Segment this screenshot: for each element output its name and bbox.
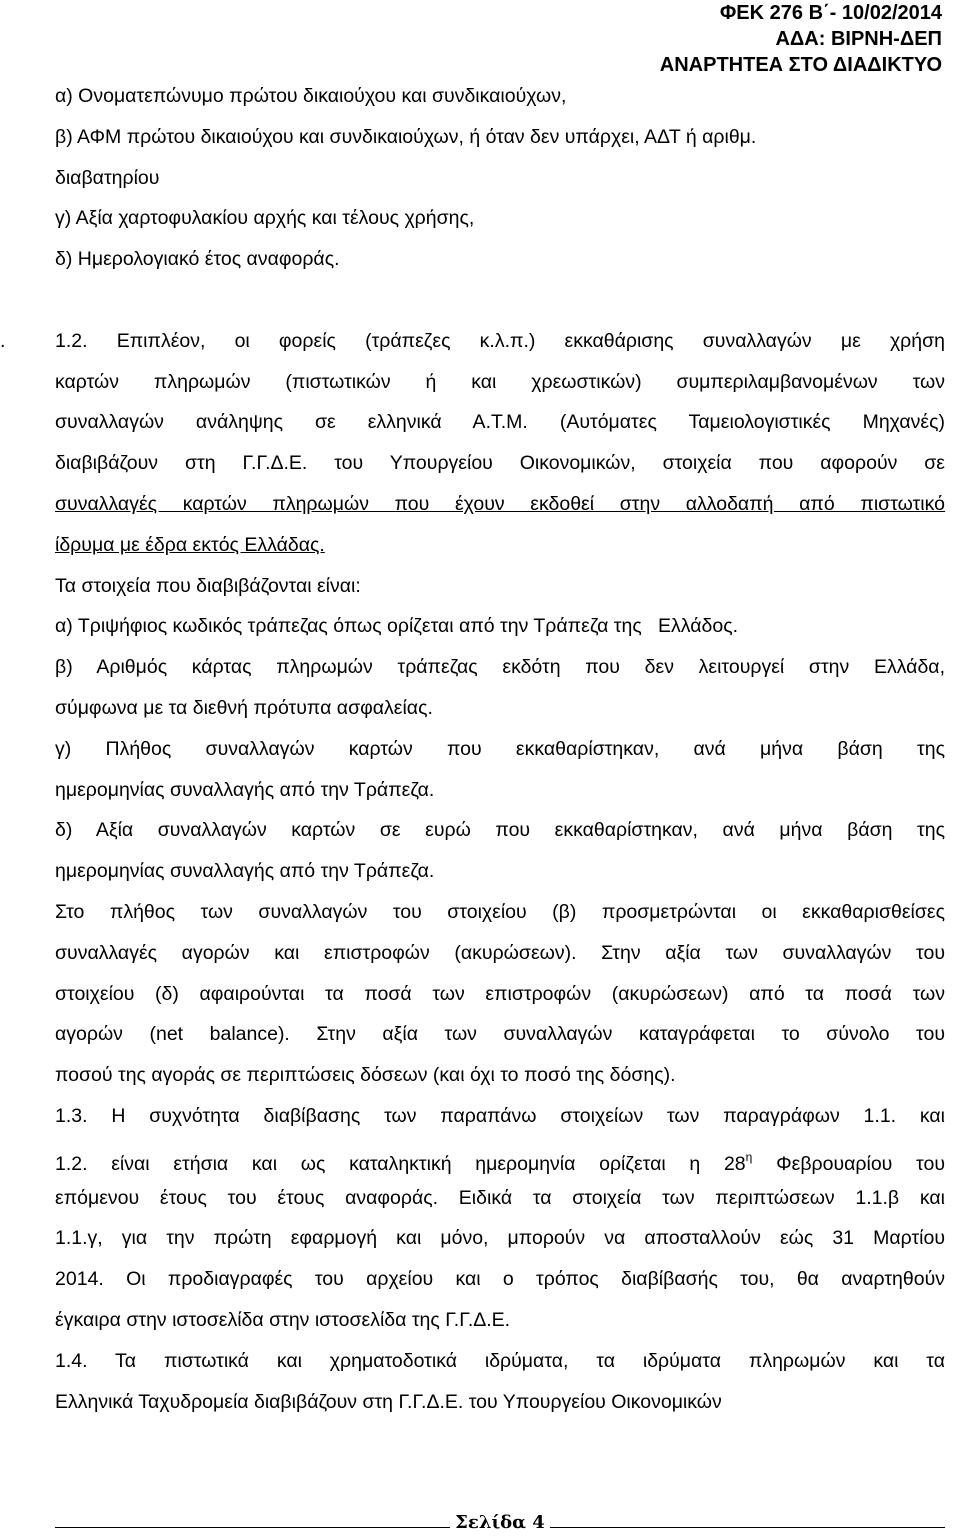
paragraph-gap <box>55 280 945 321</box>
paragraph-1-3-line: 2014. Οι προδιαγραφές του αρχείου και ο τρόπος διαβίβασής του, θα αναρτηθούν <box>55 1268 945 1291</box>
page-footer <box>0 1508 960 1538</box>
paragraph-1-3-line: 1.1.γ, για την πρώτη εφαρμογή και μόνο, μπορούν να αποσταλλούν εώς 31 Μαρτίου <box>55 1227 945 1250</box>
paragraph-1-3-text: 1.2. είναι ετήσια και ως καταληκτική ημερομηνία ορίζεται η 28 <box>55 1152 746 1175</box>
publish-notice: ΑΝΑΡΤΗΤΕΑ ΣΤΟ ΔΙΑΔΙΚΤΥΟ <box>659 54 942 76</box>
page-number: Σελίδα 4 <box>455 1512 545 1533</box>
paragraph-1-2-line: καρτών πληρωμών (πιστωτικών ή και χρεωστικών) συμπεριλαμβανομένων των <box>55 370 945 393</box>
ada-code: ΑΔΑ: ΒΙΡΝΗ-ΔΕΠ <box>775 28 942 50</box>
body-line: α) Ονοματεπώνυμο πρώτου δικαιούχου και συνδικαιούχων, <box>55 85 567 107</box>
paragraph-1-2-text: 1.2. Επιπλέον, οι φορείς (τράπεζες κ.λ.π.) εκκαθάρισης συναλλαγών με χρήση <box>55 329 945 352</box>
underlined-line: ίδρυμα με έδρα εκτός Ελλάδας. <box>55 533 325 556</box>
body-line: σύμφωνα με τα διεθνή πρότυπα ασφαλείας. <box>55 696 433 719</box>
body-line: δ) Ημερολογιακό έτος αναφοράς. <box>55 248 340 271</box>
body-line: δ) Αξία συναλλαγών καρτών σε ευρώ που εκκαθαρίστηκαν, ανά μήνα βάση της <box>55 819 945 842</box>
paragraph-1-3-line: έγκαιρα στην ιστοσελίδα στην ιστοσελίδα της Γ.Γ.Δ.Ε. <box>55 1308 511 1331</box>
body-line: γ) Αξία χαρτοφυλακίου αρχής και τέλους χρήσης, <box>55 207 475 230</box>
footer-rule-left <box>55 1527 450 1528</box>
body-line: ημερομηνίας συναλλαγής από την Τράπεζα. <box>55 860 435 883</box>
body-line: στοιχείου (δ) αφαιρούνται τα ποσά των επιστροφών (ακυρώσεων) από τα ποσά των <box>55 982 945 1005</box>
paragraph-1-4-line: Ελληνικά Ταχυδρομεία διαβιβάζουν στη Γ.Γ.Δ.Ε. του Υπουργείου Οικονομικών <box>55 1390 722 1413</box>
body-line: διαβατηρίου <box>55 166 160 189</box>
body-line: α) Τριψήφιος κωδικός τράπεζας όπως ορίζεται από την Τράπεζα της Ελλάδος. <box>55 615 739 638</box>
gazette-issue: ΦΕΚ 276 Β΄- 10/02/2014 <box>719 2 942 24</box>
paragraph-1-3-text: Φεβρουαρίου του <box>752 1152 945 1175</box>
body-line: συναλλαγές αγορών και επιστροφών (ακυρώσεων). Στην αξία των συναλλαγών του <box>55 941 945 964</box>
body-line: β) Αριθμός κάρτας πληρωμών τράπεζας εκδότη που δεν λειτουργεί στην Ελλάδα, <box>55 656 945 679</box>
footer-rule-right <box>550 1527 945 1528</box>
body-line: ποσού της αγοράς σε περιπτώσεις δόσεων (και όχι το ποσό της δόσης). <box>55 1064 676 1087</box>
document-body <box>0 76 945 1422</box>
paragraph-1-2-line: διαβιβάζουν στη Γ.Γ.Δ.Ε. του Υπουργείου Οικονομικών, στοιχεία που αφορούν σε <box>55 452 945 475</box>
body-line: ημερομηνίας συναλλαγής από την Τράπεζα. <box>55 778 435 801</box>
document-header <box>562 0 942 78</box>
underlined-line: συναλλαγές καρτών πληρωμών που έχουν εκδοθεί στην αλλοδαπή από πιστωτικό <box>55 492 945 515</box>
paragraph-1-3-line: επόμενου έτους του έτους αναφοράς. Ειδικά τα στοιχεία των περιπτώσεων 1.1.β και <box>55 1186 945 1209</box>
body-line: β) ΑΦΜ πρώτου δικαιούχου και συνδικαιούχων, ή όταν δεν υπάρχει, ΑΔΤ ή αριθμ. <box>55 125 757 148</box>
stray-dot: . <box>0 329 6 352</box>
body-line: αγορών (net balance). Στην αξία των συναλλαγών καταγράφεται το σύνολο του <box>55 1023 945 1046</box>
body-line: Τα στοιχεία που διαβιβάζονται είναι: <box>55 574 361 597</box>
paragraph-1-2-line <box>0 321 945 362</box>
body-line: Στο πλήθος των συναλλαγών του στοιχείου (β) προσμετρώνται οι εκκαθαρισθείσες <box>55 900 945 923</box>
paragraph-1-3-line <box>55 1137 945 1178</box>
paragraph-1-4-line: 1.4. Τα πιστωτικά και χρηματοδοτικά ιδρύματα, τα ιδρύματα πληρωμών και τα <box>55 1349 945 1372</box>
body-line: γ) Πλήθος συναλλαγών καρτών που εκκαθαρίστηκαν, ανά μήνα βάση της <box>55 737 945 760</box>
superscript-eta: η <box>745 1149 753 1164</box>
paragraph-1-3-line: 1.3. Η συχνότητα διαβίβασης των παραπάνω στοιχείων των παραγράφων 1.1. και <box>55 1104 945 1127</box>
paragraph-1-2-line: συναλλαγών ανάληψης σε ελληνικά Α.Τ.Μ. (Αυτόματες Ταμειολογιστικές Μηχανές) <box>55 411 945 434</box>
